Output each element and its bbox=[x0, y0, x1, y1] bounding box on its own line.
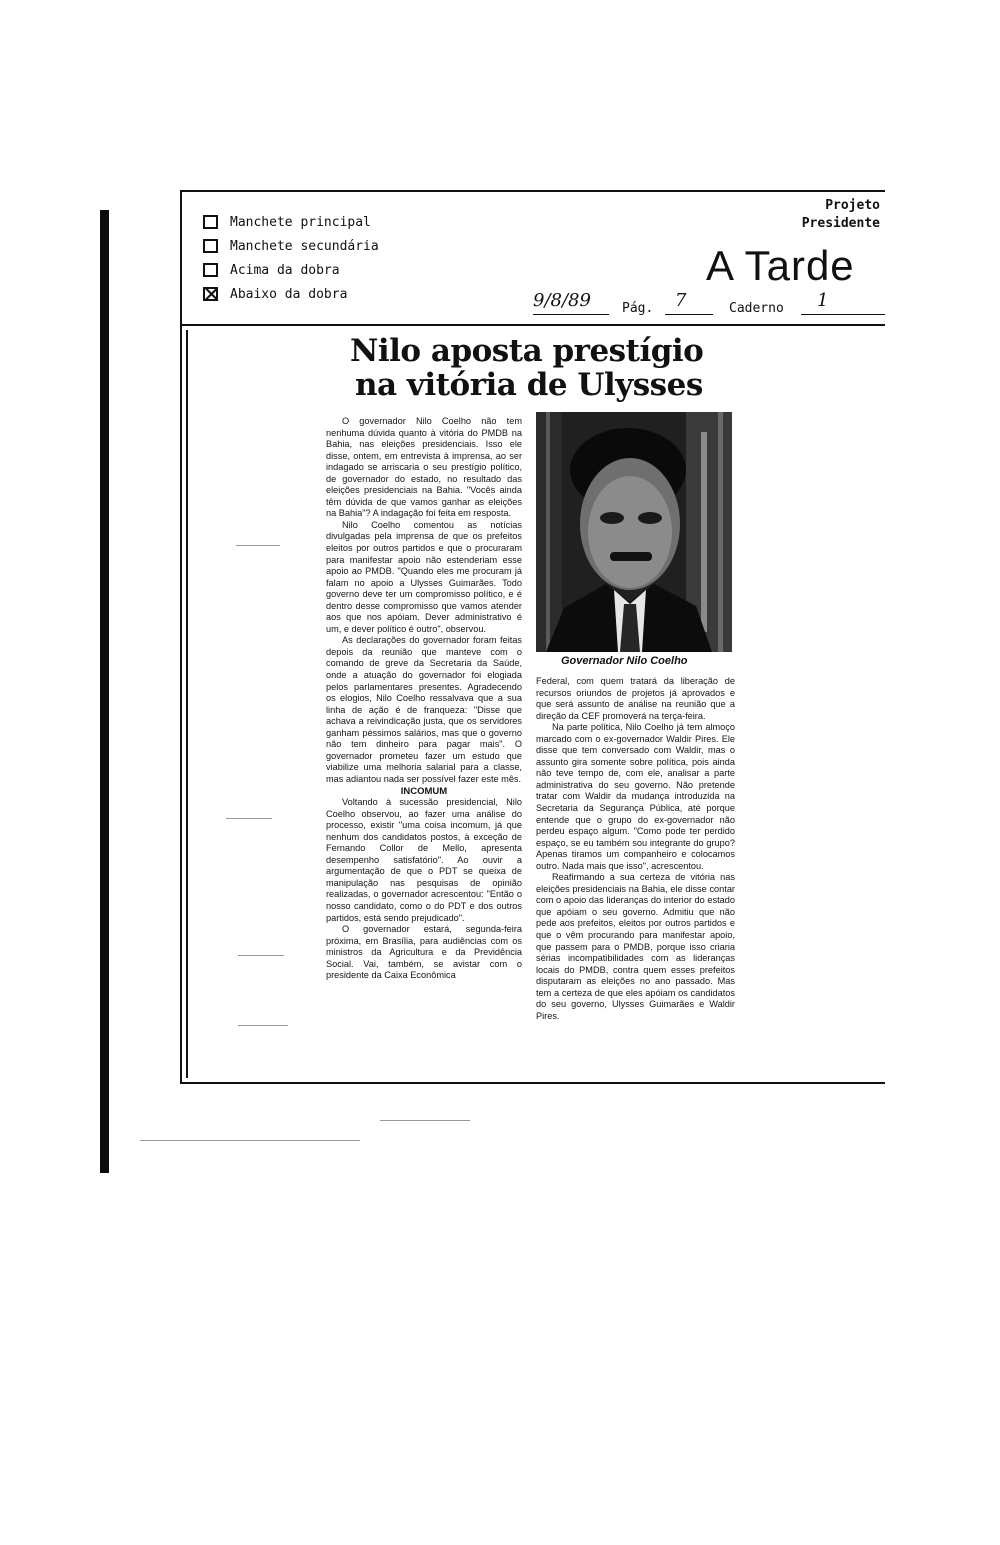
newspaper-name: A Tarde bbox=[706, 242, 855, 289]
article-paragraph: Reafirmando a sua certeza de vitória nas eleições presidenciais na Bahia, ele disse contar com o apoio das lideranças do interior do estado que apóiam o seu governo. Admitiu que não pede aos prefeitos, eleitos por outros partidos e que o vêm procurando para manifestar apoio, que passem para o PMDB, porque isso criaria sérias incompatibilidades com as lideranças locais do PMDB, contra quem esses prefeitos disputaram as eleições no ano passado. Mas tem a certeza de que eles apóiam os candidatos do seu governo, Ulysses Guimarães e Waldir Pires. bbox=[536, 872, 735, 1021]
section-number: 1 bbox=[817, 290, 829, 311]
page-underline bbox=[665, 314, 713, 315]
headline-line: Nilo aposta prestígio bbox=[350, 333, 704, 369]
clipping-frame-bottom bbox=[180, 1082, 885, 1084]
checklist-item bbox=[203, 282, 379, 306]
scan-edge bbox=[100, 210, 109, 1173]
scan-mark bbox=[226, 818, 272, 819]
article-headline bbox=[350, 334, 710, 402]
article-column-2 bbox=[536, 676, 735, 1022]
article-paragraph: Federal, com quem tratará da liberação de recursos oriundos de projetos já aprovados e que será assunto de análise na reunião que a direção da CEF promoverá na terça-feira. bbox=[536, 676, 735, 721]
page-label: Pág. bbox=[622, 301, 654, 316]
project-line: Projeto bbox=[825, 198, 880, 213]
project-line: Presidente bbox=[801, 216, 880, 231]
placement-checklist bbox=[203, 210, 379, 306]
article-paragraph: O governador Nilo Coelho não tem nenhuma dúvida quanto à vitória do PMDB na Bahia, nas eleições presidenciais. Isso ele disse, ontem, em entrevista à imprensa, ao ser indagado se arriscaria o seu prestígio político, de governador do estado, no resultado das eleições presidenciais na Bahia. "Vocês ainda têm dúvida de que vamos ganhar as eleições na Bahia"? A indagação foi feita em resposta. bbox=[326, 416, 522, 519]
checklist-item bbox=[203, 258, 379, 282]
article-paragraph: Na parte política, Nilo Coelho já tem almoço marcado com o ex-governador Waldir Pires. Ele disse que tem conversado com Waldir, mas o assunto gira somente sobre política, pois ainda não teve tempo de, com ele, analisar a parte administrativa do seu governo. Não pretende tratar com Waldir da mudança introduzida na Secretaria da Segurança Pública, até porque entende que o grupo do ex-governador não perdeu espaço algum. "Como pode ter perdido espaço, se eu também sou integrante do grupo? Apenas tiramos um companheiro e colocamos outro. Nada mais que isso", acrescentou. bbox=[536, 722, 735, 871]
scan-mark bbox=[238, 1025, 288, 1026]
article-paragraph: O governador estará, segunda-feira próxima, em Brasília, para audiências com os ministros da Agricultura e da Previdência Social. Vai, também, se avistar com o presidente da Caixa Econômica bbox=[326, 924, 522, 981]
article-paragraph: Voltando à sucessão presidencial, Nilo Coelho observou, ao fazer uma análise do processo, existir "uma coisa incomum, já que nenhum dos candidatos postos, à exceção de Fernando Collor de Mello, apresenta desempenho satisfatório". Ao ouvir a argumentação de que o PDT se queixa de manipulação nas pesquisas de opinião realizadas, o governador acrescentou: "Então o nosso candidato, como o do PDT e dos outros partidos, está sendo prejudicado". bbox=[326, 797, 522, 923]
checklist-label: Abaixo da dobra bbox=[230, 286, 348, 302]
date-underline bbox=[533, 314, 609, 315]
checkbox bbox=[203, 215, 218, 229]
checkbox bbox=[203, 263, 218, 277]
article-paragraph: As declarações do governador foram feitas depois da reunião que manteve com o comando de greve da Secretaria da Saúde, onde a atuação do governador foi elogiada pelos parlamentares presentes. Agradecendo os elogios, Nilo Coelho ressalvava que a sua linha de ação é de franqueza: "Disse que achava a reivindicação justa, que os servidores ganham péssimos salários, mas que o governo não tem dinheiro para pagar mais". O governador prometeu fazer um estudo que viabilize uma melhoria salarial para a classe, mas adiantou nada ser possível fazer este mês. bbox=[326, 635, 522, 784]
checkbox bbox=[203, 239, 218, 253]
checklist-label: Manchete secundária bbox=[230, 238, 379, 254]
clipping-frame-top bbox=[180, 190, 885, 192]
page-number: 7 bbox=[675, 290, 687, 311]
section-label: Caderno bbox=[729, 301, 784, 316]
photo-caption: Governador Nilo Coelho bbox=[561, 655, 688, 667]
checkbox-checked bbox=[203, 287, 218, 301]
governor-photo bbox=[536, 412, 732, 652]
scan-mark bbox=[238, 955, 284, 956]
scan-mark bbox=[380, 1120, 470, 1121]
checklist-label: Manchete principal bbox=[230, 214, 371, 230]
clipping-date: 9/8/89 bbox=[533, 290, 591, 311]
scan-mark bbox=[140, 1140, 360, 1141]
article-paragraph: Nilo Coelho comentou as notícias divulgadas pela imprensa de que os prefeitos eleitos por outros partidos e que o procuraram para manifestar apoio não estenderiam esse apoio ao PMDB. "Quando eles me procuram já falam no apoio a Ulysses Guimarães. Todo governo deve ter um compromisso político, e é dentro desse compromisso que vamos atender aos que nos apóiam. Dever administrativo é um, e dever político é outro", observou. bbox=[326, 519, 522, 634]
headline-line: na vitória de Ulysses bbox=[355, 367, 703, 403]
scan-mark bbox=[236, 545, 280, 546]
checklist-label: Acima da dobra bbox=[230, 262, 340, 278]
section-underline bbox=[801, 314, 885, 315]
checklist-item bbox=[203, 210, 379, 234]
clipping-frame-separator bbox=[180, 324, 885, 326]
portrait-illustration bbox=[536, 412, 732, 652]
checklist-item bbox=[203, 234, 379, 258]
article-column-1 bbox=[326, 416, 522, 982]
article-subhead: INCOMUM bbox=[400, 785, 448, 797]
article-frame-left bbox=[186, 330, 188, 1078]
project-label bbox=[802, 197, 880, 233]
